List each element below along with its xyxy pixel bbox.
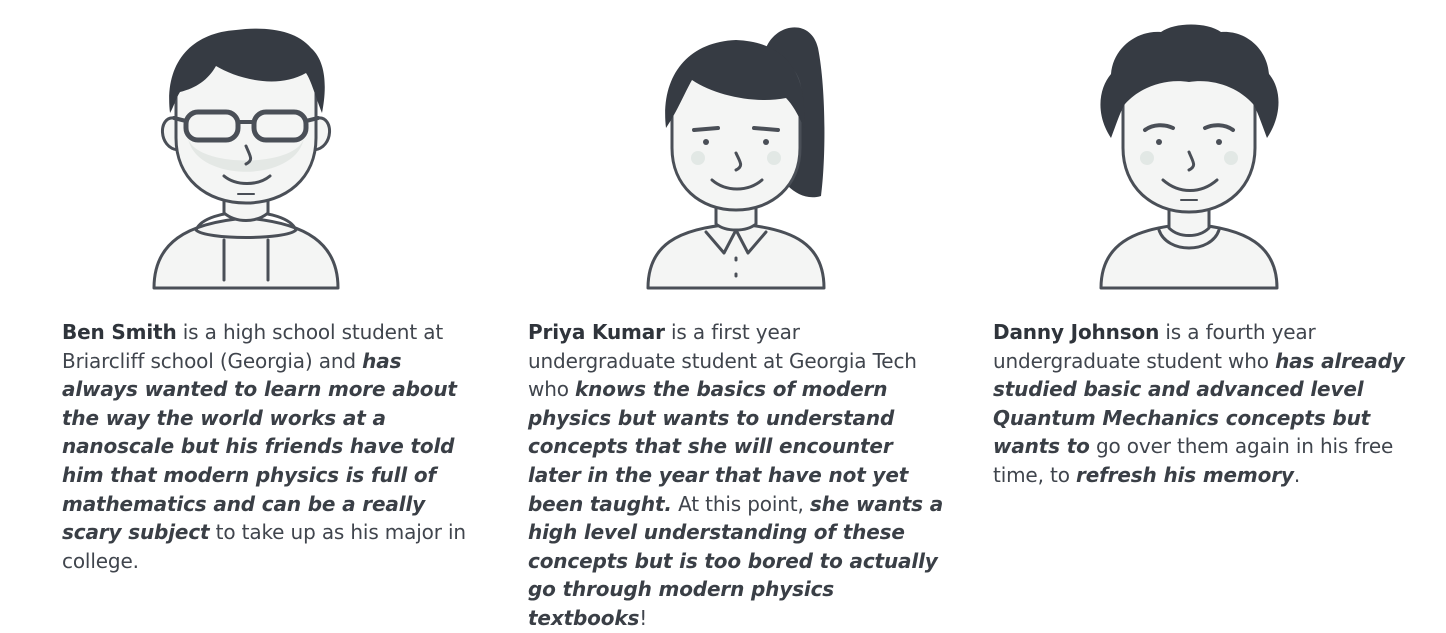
bio-text: is a high school student at Briarcliff school (Georgia) and (62, 320, 444, 373)
bio-text: go over them again in his free time, to (993, 434, 1394, 487)
bio-emphasis: refresh his memory (1076, 462, 1294, 487)
bio-text: is a fourth year undergraduate student who (993, 320, 1316, 373)
bio-emphasis: she wants a high level understanding of these concepts but is too bored to actually go through modern physics textbooks (528, 491, 944, 630)
bio-text: to take up as his major in college. (62, 520, 466, 573)
persona-name: Priya Kumar (528, 320, 665, 344)
persona-name: Ben Smith (62, 320, 177, 344)
persona-bio (528, 318, 948, 633)
male-student-glasses-hoodie-avatar (146, 18, 366, 296)
persona-bio (62, 318, 482, 575)
bio-text: ! (639, 605, 648, 630)
persona-name: Danny Johnson (993, 320, 1160, 344)
persona-bio (993, 318, 1413, 490)
female-student-ponytail-avatar (636, 18, 856, 296)
bio-text: At this point, (671, 491, 810, 516)
bio-text: . (1293, 462, 1301, 487)
persona-card-priya-kumar (528, 0, 948, 630)
bio-text: is a first year undergraduate student at Georgia Tech who (528, 320, 917, 402)
persona-card-danny-johnson (993, 0, 1413, 600)
bio-emphasis: has always wanted to learn more about the way the world works at a nanoscale but his friends have told him that modern physics is full of mathematics and can be a really scary subject (62, 348, 457, 545)
male-student-curly-hair-avatar (1089, 18, 1309, 296)
bio-emphasis: knows the basics of modern physics but wants to understand concepts that she will encounter later in the year that have not yet been taught. (528, 377, 909, 516)
bio-emphasis: has already studied basic and advanced level Quantum Mechanics concepts but wants to (993, 348, 1405, 459)
persona-card-ben-smith (62, 0, 482, 600)
